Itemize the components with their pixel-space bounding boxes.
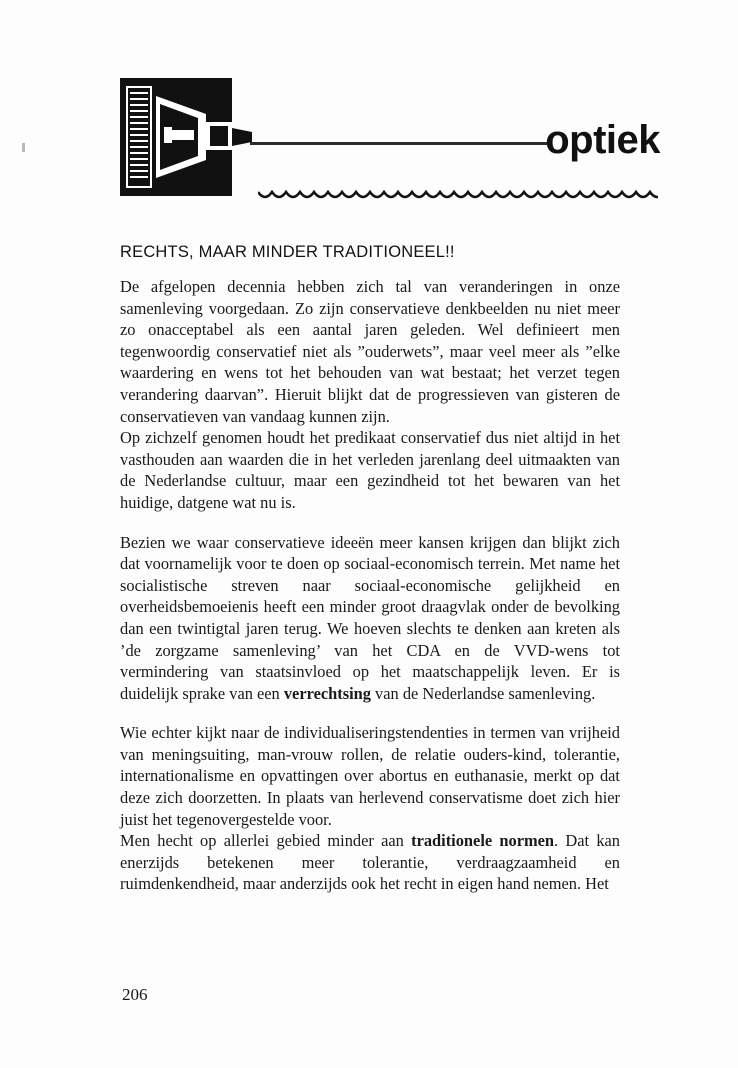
- masthead-title: optiek: [545, 118, 660, 162]
- light-beam-icon: [250, 142, 550, 145]
- wave-rule-icon: [258, 188, 658, 202]
- page-number: 206: [122, 985, 148, 1004]
- paragraph: De afgelopen decennia hebben zich tal van veranderingen in onze samenleving voorgedaan. Zo zijn conservatieve denkbeelden nu niet meer zo onacceptabel als een aantal jaren geleden. Wel definieert men tegenwoordig conservatief niet als ”ouderwets”, maar veel meer als ”elke waardering en wens tot het behouden van wat bestaat; het verzet tegen verandering daarvan”. Hieruit blijkt dat de progressieven van gisteren de conservatieven van vandaag kunnen zijn.: [120, 277, 620, 426]
- margin-artifact: [22, 143, 25, 152]
- projector-lamp-icon: [120, 78, 252, 196]
- article-body: [120, 243, 620, 895]
- paragraph: Wie echter kijkt naar de individualiseringstendenties in termen van vrijheid van meningsuiting, man-vrouw rollen, de relatie ouders-kind, tolerantie, internationalisme en opvattingen over abortus en euthanasie, merkt op dat deze zich doorzetten. In plaats van herlevend conservatisme doet zich hier juist het tegenovergestelde voor.: [120, 723, 620, 829]
- article-title: RECHTS, MAAR MINDER TRADITIONEEL!!: [120, 243, 455, 261]
- paragraph: Bezien we waar conservatieve ideeën meer kansen krijgen dan blijkt zich dat voornamelijk voor te doen op sociaal-economisch terrein. Met name het socialistische streven naar sociaal-economische gelijkheid en overheidsbemoeienis heeft een minder groot draagvlak onder de bevolking dan een twintigtal jaren terug. We hoeven slechts te denken aan kreten als ’de zorgzame samenleving’ van het CDA en de VVD-wens tot vermindering van staatsinvloed op het maatschappelijk leven. Er is duidelijk sprake van een verrechtsing van de Nederlandse samenleving.: [120, 532, 620, 703]
- paragraph: Op zichzelf genomen houdt het predikaat conservatief dus niet altijd in het vasthouden aan waarden die in het verleden jarenlang deel uitmaakten van de Nederlandse cultuur, maar een gezindheid tot het bewaren van het huidige, datgene wat nu is.: [120, 428, 620, 512]
- paragraph: Men hecht op allerlei gebied minder aan traditionele normen. Dat kan enerzijds betekenen meer tolerantie, verdraagzaamheid en ruimdenkendheid, maar anderzijds ook het recht in eigen hand nemen. Het: [120, 831, 620, 894]
- masthead: [120, 78, 660, 208]
